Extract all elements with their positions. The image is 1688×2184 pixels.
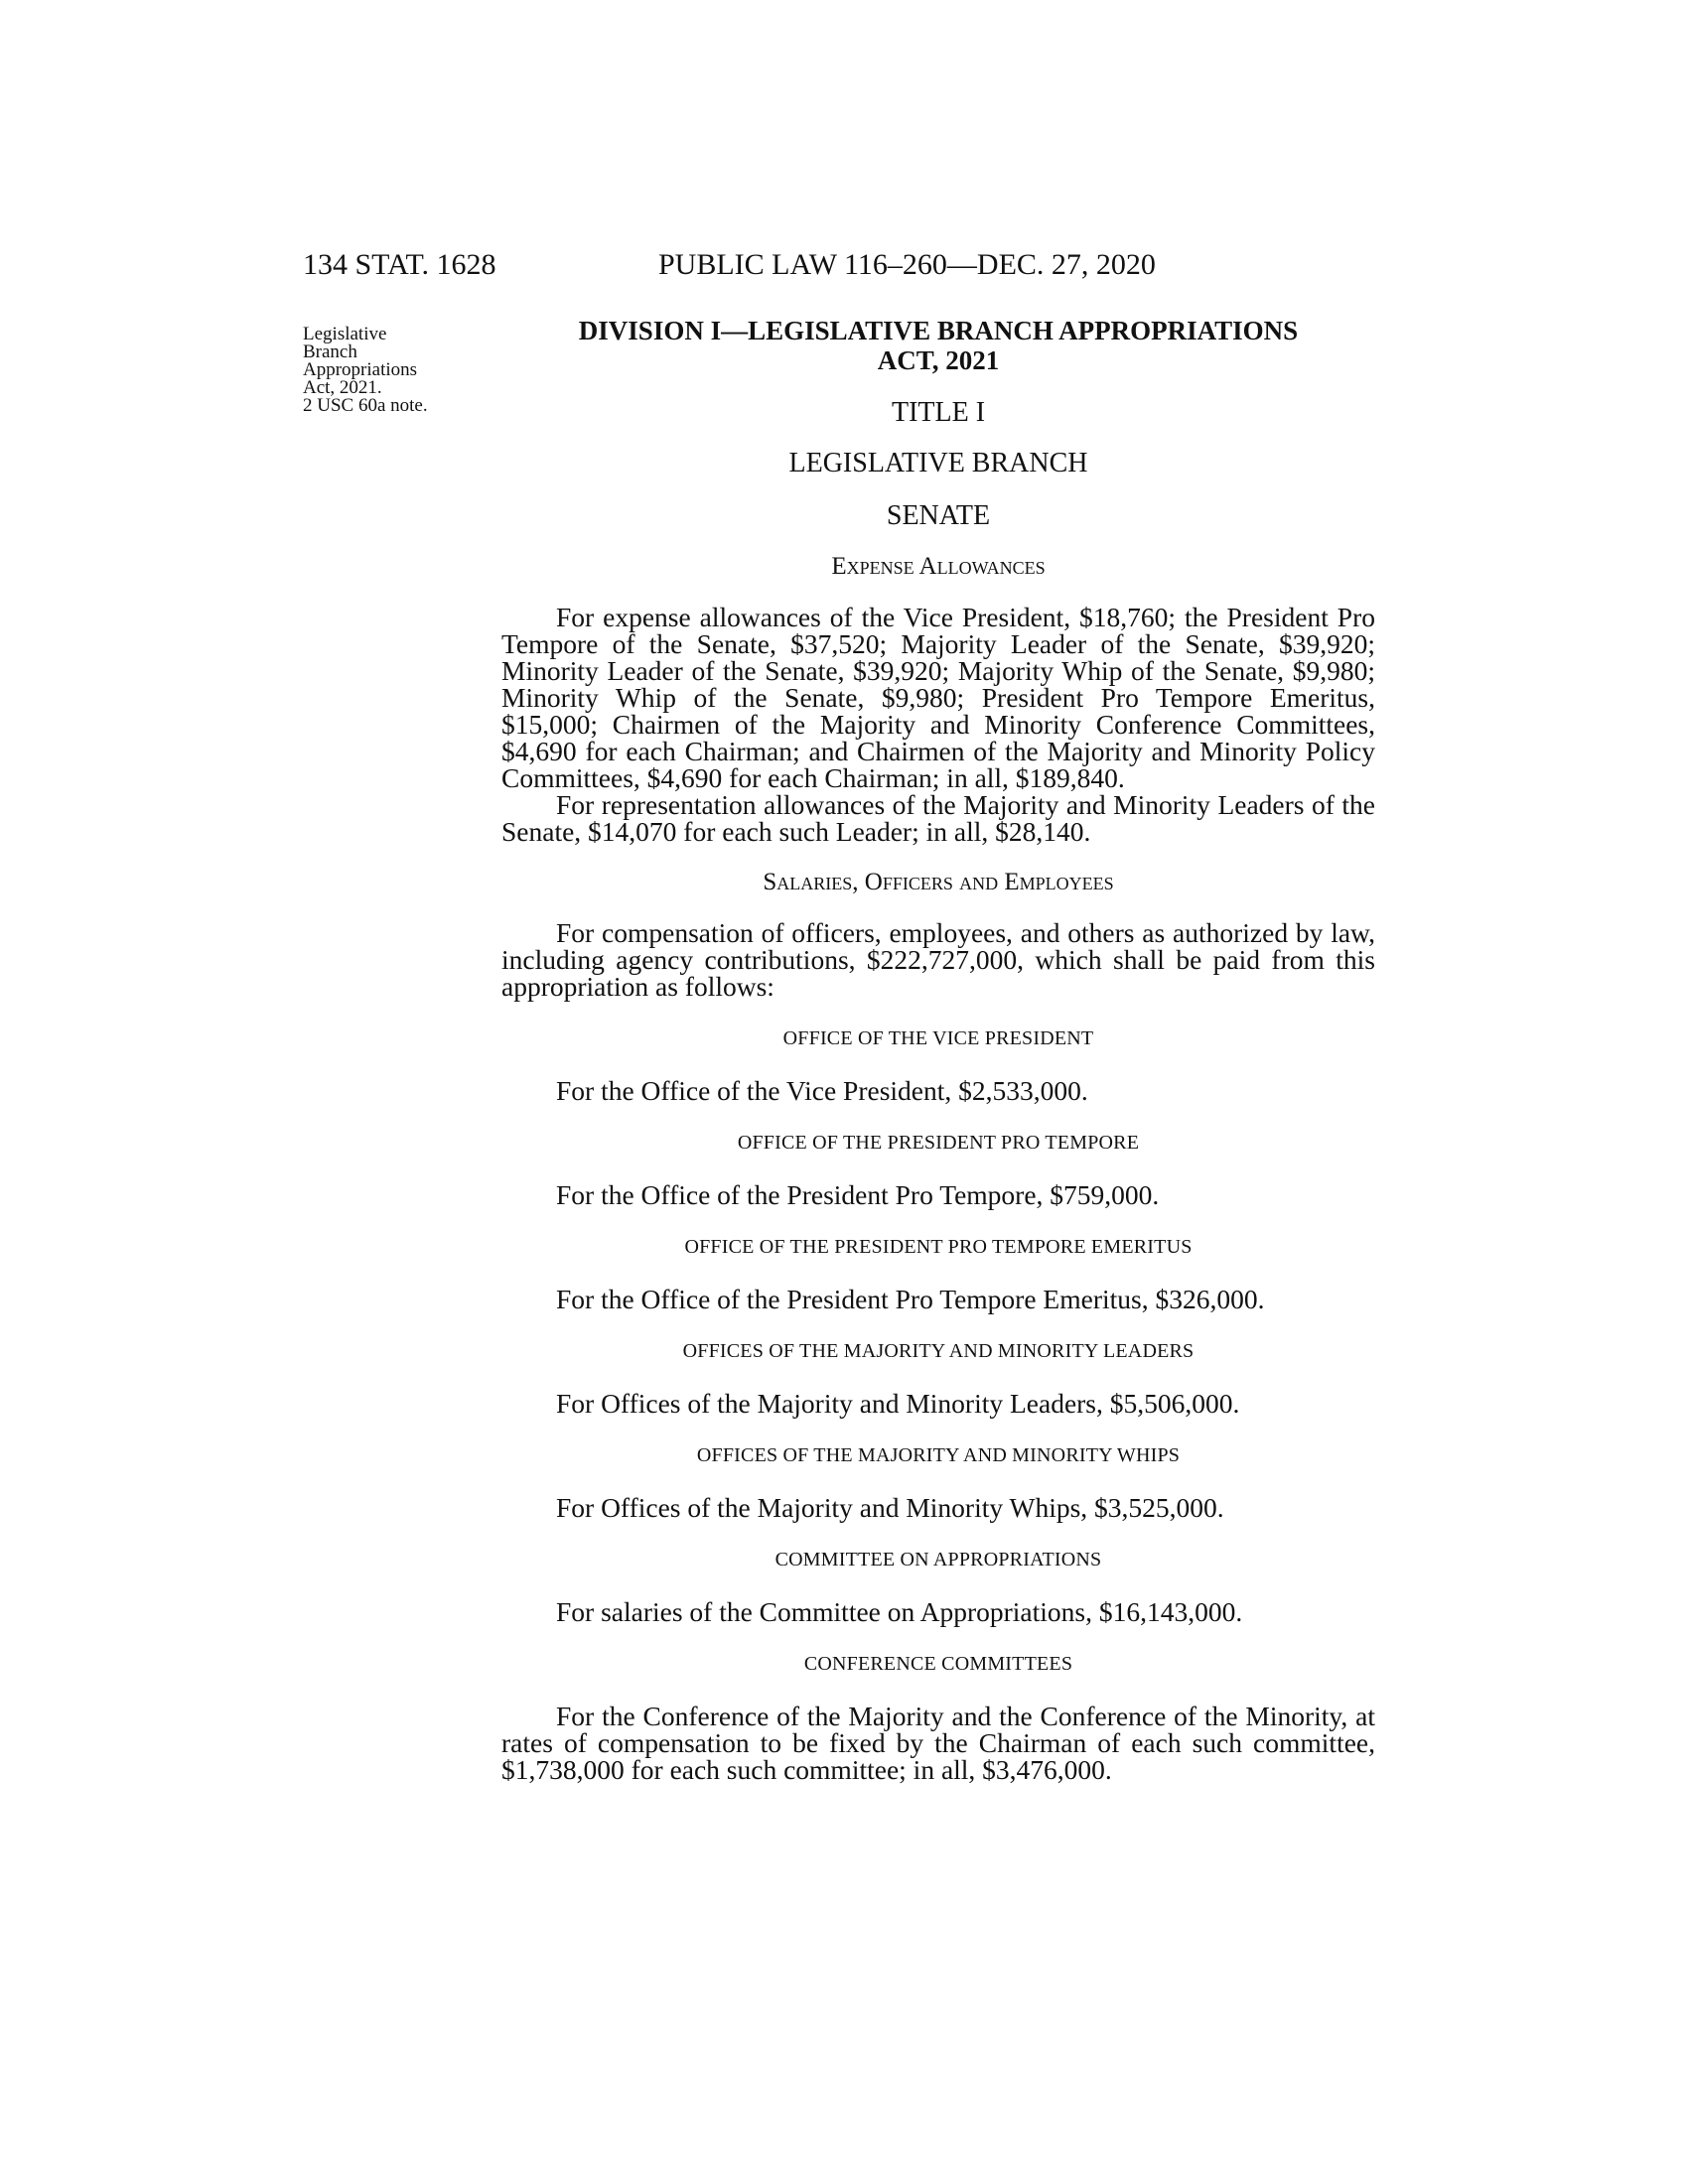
margin-note-line: 2 USC 60a note. [303, 395, 428, 416]
document-body [501, 316, 1375, 1783]
section-paragraph: For salaries of the Committee on Appropriations, $16,143,000. [556, 1596, 1243, 1627]
section-heading: OFFICE OF THE PRESIDENT PRO TEMPORE [737, 1132, 1140, 1154]
chamber-heading: SENATE [886, 500, 991, 531]
section-paragraph: For Offices of the Majority and Minority Whips, $3,525,000. [556, 1492, 1224, 1523]
stat-page-number: 134 STAT. 1628 [303, 248, 496, 281]
section-paragraph: For the Office of the Vice President, $2,533,000. [556, 1075, 1088, 1106]
section-heading: CONFERENCE COMMITTEES [803, 1653, 1073, 1675]
margin-note-line: Legislative [303, 324, 387, 344]
section-heading: OFFICE OF THE PRESIDENT PRO TEMPORE EMERITUS [684, 1236, 1193, 1258]
margin-note [303, 326, 477, 415]
expense-allowances-paragraph: For expense allowances of the Vice President, $18,760; the President Pro Tempore of the Senate, $37,520; Majority Leader of the Senate, $39,920; Minority Leader of the Senate, $39,920; Majority Whip of the Senate, $9,980; Minority Whip of the Senate, $9,980; President Pro Tempore Emeritus, $15,000; Chairmen of the Majority and Minority Conference Committees, $4,690 for each Chairman; and Chairmen of the Majority and Minority Policy Committees, $4,690 for each Chairman; in all, $189,840. [501, 602, 1375, 793]
branch-heading: LEGISLATIVE BRANCH [788, 448, 1088, 478]
section-paragraph: For the Office of the President Pro Tempore Emeritus, $326,000. [556, 1284, 1265, 1314]
margin-note-line: Appropriations [303, 359, 418, 380]
section-paragraph: For Offices of the Majority and Minority Leaders, $5,506,000. [556, 1388, 1240, 1419]
section-heading: COMMITTEE ON APPROPRIATIONS [774, 1549, 1102, 1570]
margin-note-line: Act, 2021. [303, 377, 382, 398]
division-heading [501, 316, 1375, 375]
page-header [303, 248, 1296, 288]
division-heading-line: ACT, 2021 [877, 345, 1000, 375]
public-law-citation: PUBLIC LAW 116–260—DEC. 27, 2020 [658, 248, 1156, 281]
section-heading: OFFICES OF THE MAJORITY AND MINORITY LEADERS [682, 1340, 1195, 1362]
salaries-paragraph: For compensation of officers, employees, and others as authorized by law, including agency contributions, $222,727,000, which shall be paid from this appropriation as follows: [501, 917, 1375, 1002]
section-heading: OFFICES OF THE MAJORITY AND MINORITY WHIPS [696, 1444, 1181, 1466]
title-heading: TITLE I [891, 397, 986, 428]
division-heading-line: DIVISION I—LEGISLATIVE BRANCH APPROPRIATIONS [578, 316, 1299, 345]
salaries-heading: Salaries, Officers and Employees [763, 869, 1114, 895]
expense-allowances-heading: Expense Allowances [831, 553, 1046, 580]
section-heading: OFFICE OF THE VICE PRESIDENT [782, 1027, 1094, 1049]
margin-note-line: Branch [303, 341, 357, 362]
representation-allowances-paragraph: For representation allowances of the Majority and Minority Leaders of the Senate, $14,070 for each such Leader; in all, $28,140. [501, 789, 1375, 847]
section-paragraph: For the Conference of the Majority and the Conference of the Minority, at rates of compensation to be fixed by the Chairman of each such committee, $1,738,000 for each such committee; in all, $3,476,000. [501, 1701, 1375, 1785]
section-paragraph: For the Office of the President Pro Tempore, $759,000. [556, 1179, 1160, 1210]
